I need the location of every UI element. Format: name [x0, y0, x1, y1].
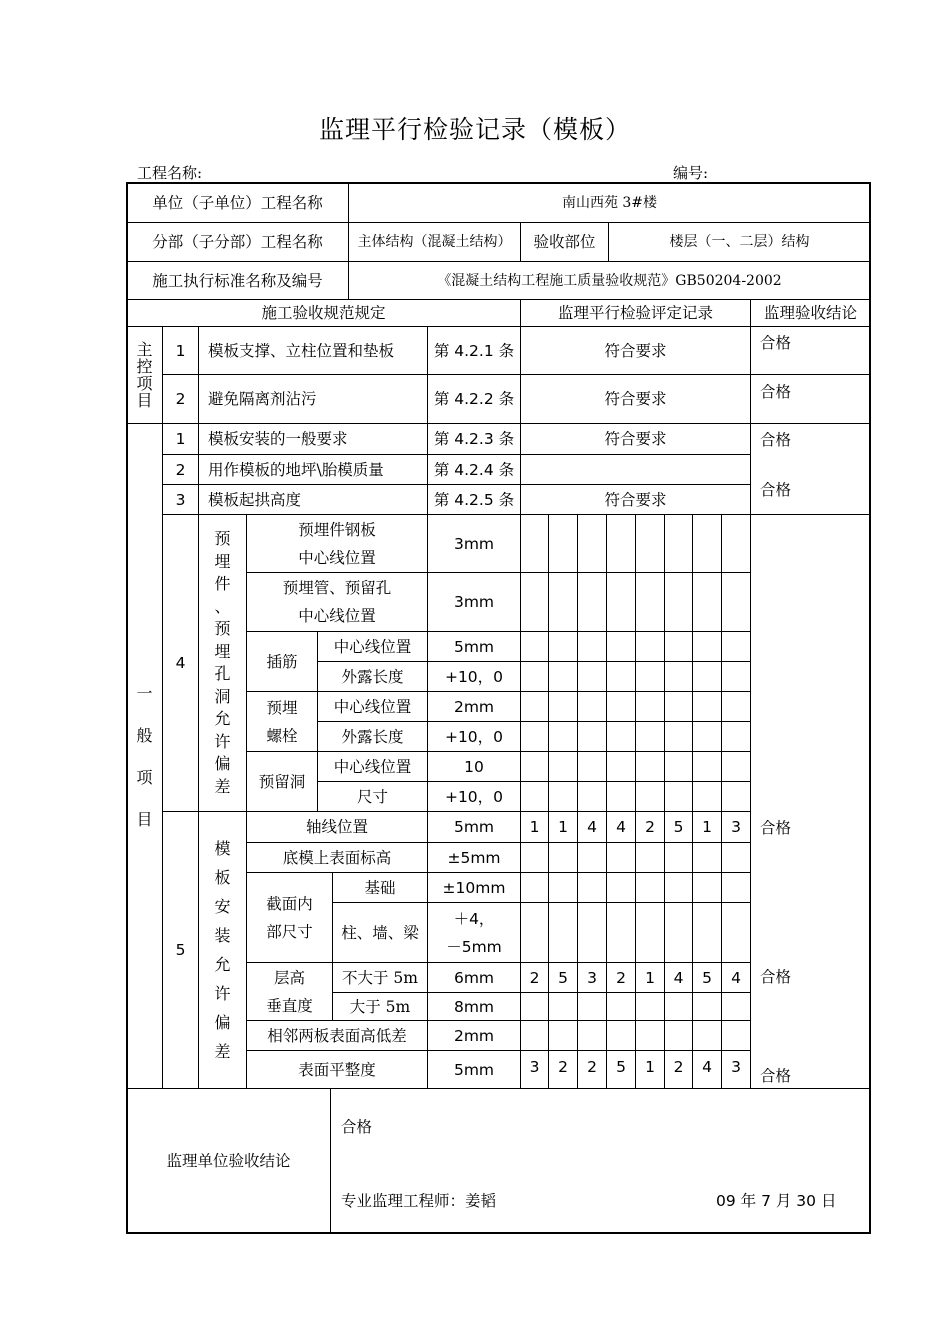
g5-row1-tol: 5mm: [453, 818, 495, 836]
meas-value: 5: [616, 1058, 626, 1076]
g5-row6-tol: 8mm: [453, 997, 495, 1016]
meas-value: 5: [673, 818, 684, 836]
main-item-1-record: 符合要求: [604, 341, 667, 360]
g5-row8-name: 表面平整度: [298, 1060, 376, 1079]
g4-row4-name: 外露长度: [341, 667, 404, 686]
g4-row8-tol: +10，0: [444, 787, 504, 806]
g5-row4-tol: ＋4， －5mm: [446, 909, 502, 956]
meas-value: 1: [645, 968, 655, 987]
main-item-1-clause: 第 4.2.1 条: [433, 341, 515, 360]
g5-sub-section: 截面内 部尺寸: [266, 894, 313, 941]
group4-category: 预 埋 件 、 预 埋 孔 洞 允 许 偏 差: [214, 529, 231, 796]
meas-value: 4: [702, 1058, 712, 1076]
general-item-1-name: 模板安装的一般要求: [208, 430, 348, 448]
g5-row7-name: 相邻两板表面高低差: [267, 1026, 407, 1045]
g4-row6-tol: +10，0: [444, 727, 504, 746]
supervision-date: 09 年 7 月 30 日: [716, 1192, 837, 1210]
page-title: 监理平行检验记录（模板）: [318, 115, 631, 144]
meas-value: 4: [587, 818, 597, 836]
meas-value: 2: [673, 1058, 684, 1076]
g4-row7-tol: 10: [464, 757, 484, 776]
number-label: 编号:: [673, 164, 709, 182]
meas-value: 3: [731, 1058, 741, 1076]
general-item-3-no: 3: [175, 490, 186, 509]
main-item-1-name: 模板支撑、立柱位置和垫板: [208, 341, 395, 360]
g4-row7-name: 中心线位置: [333, 757, 412, 776]
g4-row6-name: 外露长度: [341, 727, 404, 746]
meas-value: 5: [702, 968, 712, 987]
g4-row2-tol: 3mm: [453, 593, 495, 611]
meas-value: 1: [558, 818, 568, 836]
meas-value: 1: [529, 818, 540, 836]
col-spec-header: 施工验收规范规定: [261, 304, 386, 322]
g5-row5-name: 不大于 5m: [342, 968, 418, 987]
meas-value: 2: [645, 818, 655, 836]
g4-row1-tol: 3mm: [453, 534, 495, 553]
general-item-1-record: 符合要求: [604, 430, 667, 448]
g5-row5-tol: 6mm: [453, 968, 495, 987]
main-item-1-result: 合格: [760, 334, 792, 352]
meas-value: 4: [616, 818, 626, 836]
unit-project-value: 南山西苑 3#楼: [561, 194, 658, 211]
g4-row5-tol: 2mm: [453, 697, 495, 716]
general-item-1-no: 1: [175, 430, 186, 448]
project-name-label: 工程名称:: [137, 164, 203, 182]
g5-result-flatness: 合格: [760, 1067, 792, 1085]
meas-value: 2: [616, 968, 626, 987]
meas-value: 2: [587, 1058, 597, 1076]
g5-result-vertical: 合格: [760, 968, 792, 986]
main-control-label: 主 控 项 目: [136, 340, 153, 410]
g5-row2-name: 底模上表面标高: [282, 848, 392, 867]
g5-row4-name: 柱、墙、梁: [341, 923, 419, 942]
general-item-2-clause: 第 4.2.4 条: [433, 460, 515, 479]
general-item-3-clause: 第 4.2.5 条: [433, 490, 515, 509]
main-item-2-no: 2: [175, 390, 186, 408]
general-item-2-name: 用作模板的地坪\胎模质量: [208, 460, 384, 479]
g5-result-axis: 合格: [760, 819, 792, 837]
general-item-3-record: 符合要求: [604, 490, 667, 509]
meas-value: 4: [673, 968, 684, 987]
main-item-2-result: 合格: [760, 383, 792, 401]
g4-row1-name: 预埋件钢板 中心线位置: [298, 520, 376, 567]
g4-row8-name: 尺寸: [356, 787, 388, 806]
col-record-header: 监理平行检验评定记录: [557, 304, 713, 322]
standard-label: 施工执行标准名称及编号: [152, 271, 323, 290]
meas-value: 1: [645, 1058, 655, 1076]
meas-value: 4: [731, 968, 741, 987]
g4-row4-tol: +10，0: [444, 667, 504, 686]
main-item-2-name: 避免隔离剂沾污: [208, 390, 317, 408]
meas-value: 5: [558, 968, 568, 987]
unit-project-label: 单位（子单位）工程名称: [152, 193, 323, 212]
acceptance-part-value: 楼层（一、二层）结构: [669, 234, 810, 250]
g5-sub-vertical: 层高 垂直度: [266, 968, 313, 1015]
g4-sub-bolt: 预埋 螺栓: [266, 698, 298, 745]
g4-row5-name: 中心线位置: [333, 697, 412, 716]
general-item-3-name: 模板起拱高度: [208, 490, 302, 509]
meas-value: 1: [702, 818, 712, 836]
g5-row8-tol: 5mm: [453, 1060, 495, 1079]
group5-no: 5: [175, 941, 186, 959]
meas-value: 3: [587, 968, 597, 987]
g5-row1-name: 轴线位置: [305, 818, 368, 836]
g4-sub-dowel: 插筋: [266, 652, 298, 671]
col-conclusion-header: 监理验收结论: [763, 304, 857, 322]
general-result-2: 合格: [760, 481, 792, 499]
general-result-1: 合格: [760, 431, 792, 449]
general-label: 一 般 项 目: [136, 683, 153, 829]
g4-row3-name: 中心线位置: [333, 637, 412, 656]
g4-row2-name: 预埋管、预留孔 中心线位置: [282, 579, 392, 625]
meas-value: 2: [558, 1058, 568, 1076]
main-item-2-clause: 第 4.2.2 条: [433, 390, 515, 408]
meas-value: 3: [529, 1058, 540, 1076]
g4-row3-tol: 5mm: [453, 637, 495, 656]
sub-project-label: 分部（子分部）工程名称: [152, 233, 323, 251]
group5-category: 模 板 安 装 允 许 偏 差: [214, 839, 231, 1061]
supervision-engineer: 专业监理工程师：姜韬: [341, 1192, 497, 1210]
supervision-conclusion: 合格: [341, 1118, 373, 1136]
standard-value: 《混凝土结构工程施工质量验收规范》GB50204-2002: [437, 272, 782, 289]
general-item-2-record: [521, 455, 750, 484]
main-item-2-record: 符合要求: [604, 390, 667, 408]
meas-value: 3: [731, 818, 741, 836]
g5-row3-tol: ±10mm: [442, 878, 506, 897]
sub-project-value: 主体结构（混凝土结构）: [357, 234, 512, 250]
general-item-2-no: 2: [175, 460, 186, 479]
g5-row2-tol: ±5mm: [447, 848, 501, 867]
general-item-1-clause: 第 4.2.3 条: [433, 430, 515, 448]
g5-row6-name: 大于 5m: [349, 997, 411, 1016]
g4-sub-hole: 预留洞: [258, 772, 306, 791]
main-item-1-no: 1: [175, 341, 186, 360]
g5-row7-tol: 2mm: [453, 1026, 495, 1045]
acceptance-part-label: 验收部位: [533, 233, 596, 251]
meas-value: 2: [529, 968, 540, 987]
group4-no: 4: [175, 654, 186, 672]
g5-row3-name: 基础: [364, 878, 396, 897]
supervision-label: 监理单位验收结论: [166, 1152, 291, 1170]
